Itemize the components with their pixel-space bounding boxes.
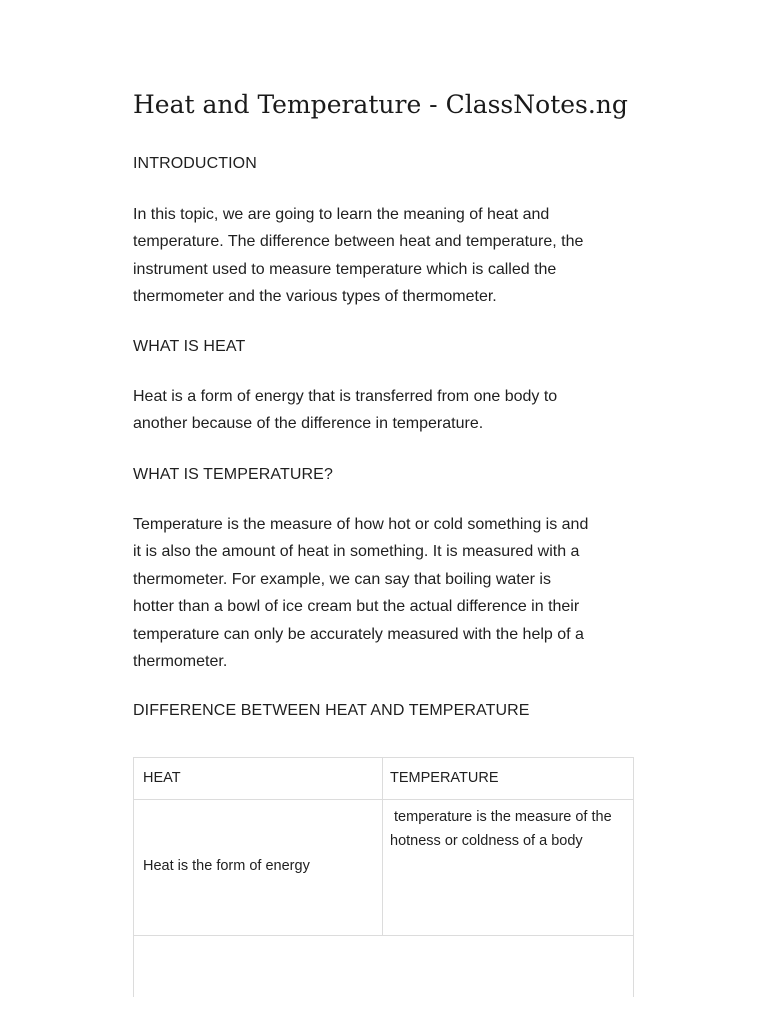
paragraph-line: Heat is a form of energy that is transferred from one body to: [133, 388, 558, 405]
introduction-heading: INTRODUCTION: [133, 155, 257, 172]
heat-paragraph: [133, 383, 635, 438]
page-title: Heat and Temperature - ClassNotes.ng: [133, 90, 628, 119]
paragraph-line: In this topic, we are going to learn the meaning of heat and: [133, 206, 550, 223]
introduction-paragraph: [133, 201, 635, 311]
paragraph-line: hotter than a bowl of ice cream but the actual difference in their: [133, 598, 580, 616]
paragraph-line: instrument used to measure temperature which is called the: [133, 260, 557, 278]
paragraph-line: temperature. The difference between heat and temperature, the: [133, 233, 584, 251]
paragraph-line: thermometer and the various types of thermometer.: [133, 288, 497, 306]
paragraph-line: thermometer. For example, we can say that boiling water is: [133, 570, 551, 588]
table-row-divider: [134, 799, 633, 800]
difference-heading: DIFFERENCE BETWEEN HEAT AND TEMPERATURE: [133, 702, 530, 719]
what-is-temperature-heading: WHAT IS TEMPERATURE?: [133, 466, 333, 483]
table-cell-heat: Heat is the form of energy: [143, 858, 310, 874]
table-cell-line: temperature is the measure of the: [390, 809, 612, 825]
temperature-paragraph: [133, 511, 635, 675]
paragraph-line: another because of the difference in temperature.: [133, 415, 484, 433]
comparison-table: [133, 757, 634, 997]
table-row-empty: [134, 936, 633, 998]
paragraph-line: it is also the amount of heat in something. It is measured with a: [133, 543, 580, 561]
what-is-heat-heading: WHAT IS HEAT: [133, 338, 246, 355]
paragraph-line: Temperature is the measure of how hot or cold something is and: [133, 516, 589, 533]
table-header-temperature: TEMPERATURE: [390, 770, 499, 786]
paragraph-line: thermometer.: [133, 653, 228, 671]
table-cell-temperature: [382, 805, 634, 853]
table-cell-line: hotness or coldness of a body: [390, 833, 583, 849]
paragraph-line: temperature can only be accurately measured with the help of a: [133, 625, 584, 643]
table-header-heat: HEAT: [143, 770, 181, 786]
